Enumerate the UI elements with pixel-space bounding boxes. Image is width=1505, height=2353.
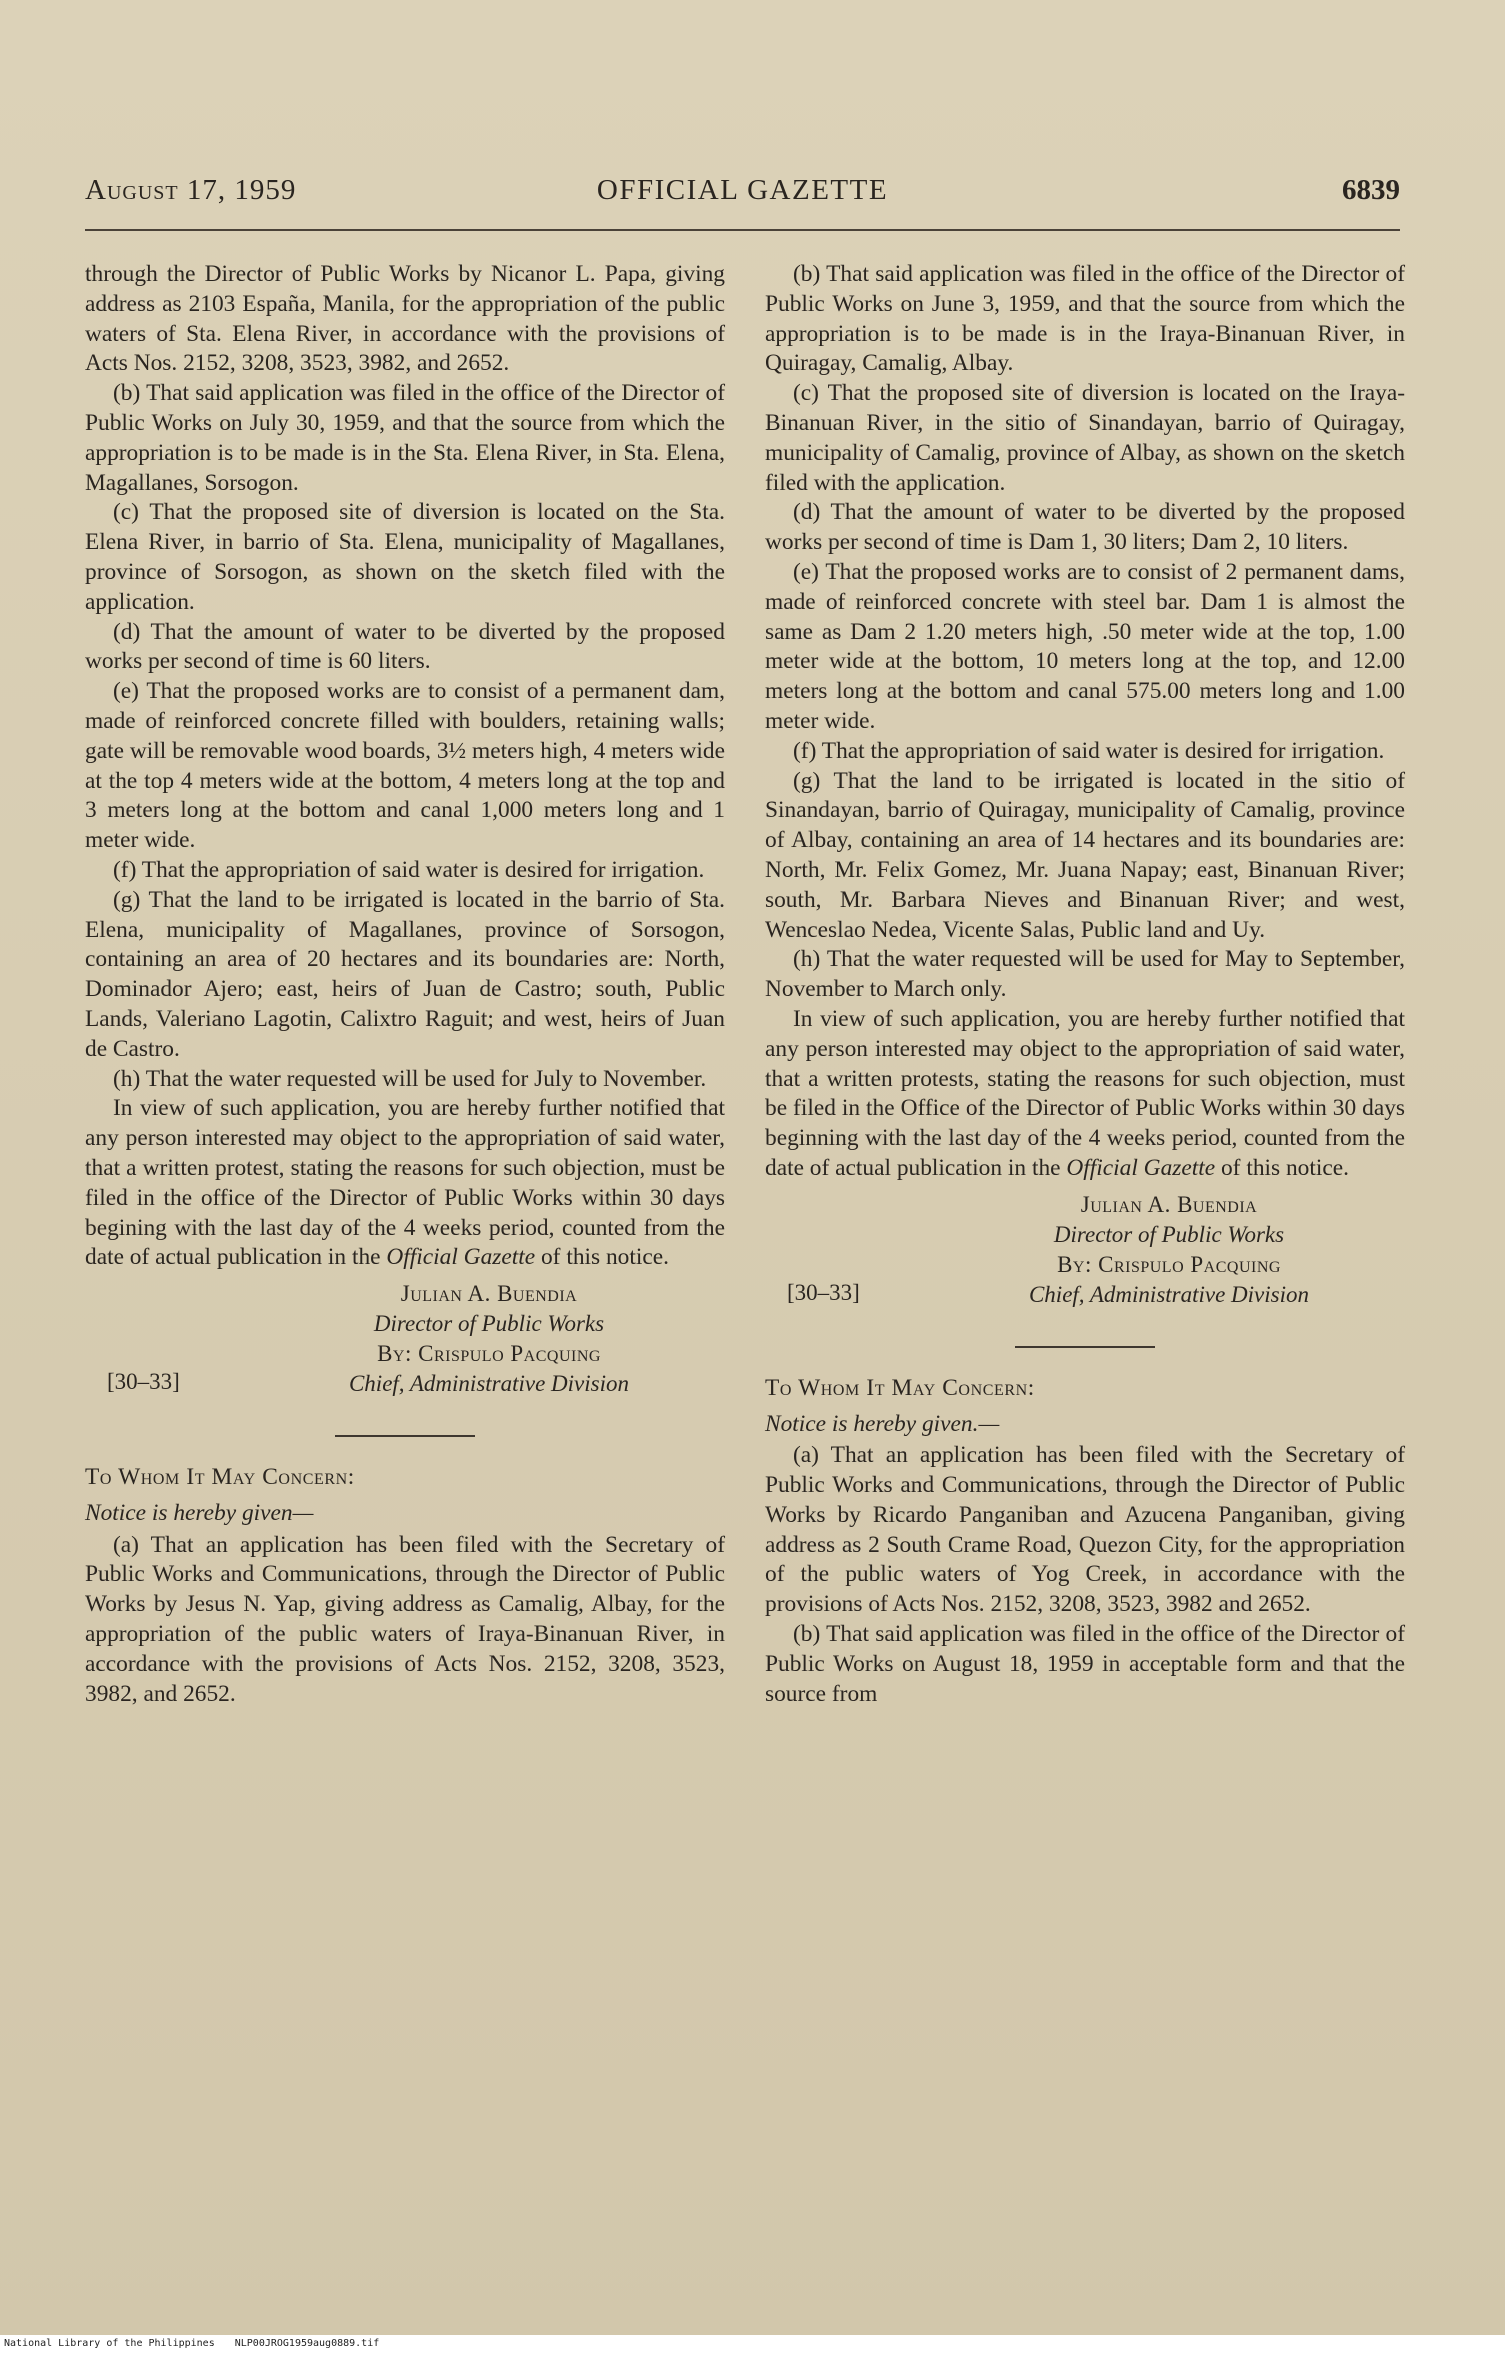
text-run: In view of such application, you are hereby further notified that any person interested may object to the appropriation of said water, that a written protest, stating the reasons for such objection, must be filed in the office of the Director of Public Works within 30 days begining with the last day of the 4 weeks period, counted from the date of actual publication in the [85, 1095, 725, 1271]
paragraph: (g) That the land to be irrigated is located in the sitio of Sinandayan, barrio of Quiragay, municipality of Camalig, province of Albay, containing an area of 14 hectares and its boundaries are: North, Mr. Felix Gomez, Mr. Juana Napay; east, Binanuan River; south, Mr. Barbara Nieves and Binanuan River; and west, Wenceslao Nedea, Vicente Salas, Public land and Uy. [765, 767, 1405, 943]
signature-title: Director of Public Works [373, 1311, 605, 1337]
italic-text: Official Gazette [386, 1244, 536, 1271]
header-title: OFFICIAL GAZETTE [596, 174, 889, 206]
paragraph: (a) That an application has been filed with the Secretary of Public Works and Communications, through the Director of Public Works by Ricardo Panganiban and Azucena Panganiban, giving address as 2 South Crame Road, Quezon City, for the appropriation of the public waters of Yog Creek, in accordance with the provisions of Acts Nos. 2152, 3208, 3523, 3982 and 2652. [765, 1442, 1405, 1618]
paragraph: (d) That the amount of water to be diverted by the proposed works per second of time is Dam 1, 30 liters; Dam 2, 10 liters. [765, 499, 1405, 556]
paragraph: (b) That said application was filed in the office of the Director of Public Works on June 3, 1959, and that the source from which the appropriation is to be made is in the Iraya-Binanuan River, in Quiragay, Camalig, Albay. [765, 261, 1405, 377]
paragraph: (c) That the proposed site of diversion is located on the Sta. Elena River, in barrio of Sta. Elena, municipality of Magallanes, province of Sorsogon, as shown on the sketch filed with the application. [85, 499, 725, 615]
signature-chief: Chief, Administrative Division [1028, 1281, 1310, 1307]
file-label: NLP00JROG1959aug0889.tif [234, 2338, 380, 2349]
notice-intro: Notice is hereby given.— [765, 1410, 1000, 1437]
section-divider [1015, 1346, 1155, 1348]
signature-name: Julian A. Buendia [400, 1281, 578, 1307]
signature-by: By: Crispulo Pacquing [377, 1341, 601, 1367]
left-column [85, 260, 725, 1709]
text-run: of this notice. [1215, 1154, 1349, 1181]
paragraph [765, 1005, 1405, 1184]
paragraph: (d) That the amount of water to be diverted by the proposed works per second of time is 60 liters. [85, 618, 725, 675]
paragraph: (f) That the appropriation of said water is desired for irrigation. [793, 737, 1385, 764]
signature-block [765, 1190, 1405, 1310]
notice-heading: To Whom It May Concern: [85, 1464, 355, 1491]
header-date: August 17, 1959 [85, 174, 297, 206]
section-divider [335, 1435, 475, 1437]
italic-text: Official Gazette [1066, 1154, 1216, 1181]
paragraph: (e) That the proposed works are to consist of a permanent dam, made of reinforced concrete filled with boulders, retaining walls; gate will be removable wood boards, 3½ meters high, 4 meters wide at the top 4 meters wide at the bottom, 4 meters long at the top and 3 meters long at the bottom and canal 1,000 meters long and 1 meter wide. [85, 678, 725, 854]
notice-intro: Notice is hereby given— [85, 1499, 314, 1526]
signature-title: Director of Public Works [1053, 1221, 1285, 1247]
issue-bracket: [30–33] [787, 1279, 860, 1305]
text-run: In view of such application, you are hereby further notified that any person interested may object to the appropriation of said water, that a written protests, stating the reasons for such objection, must be filed in the Office of the Director of Public Works within 30 days beginning with the last day of the 4 weeks period, counted from the date of actual publication in the [765, 1005, 1405, 1181]
paragraph: (h) That the water requested will be used for May to September, November to March only. [765, 946, 1405, 1003]
signature-block [85, 1279, 725, 1399]
paragraph: (b) That said application was filed in the office of the Director of Public Works on August 18, 1959 in acceptable form and that the source from [765, 1621, 1405, 1707]
right-column [765, 260, 1405, 1709]
paragraph [85, 1094, 725, 1273]
paragraph: through the Director of Public Works by Nicanor L. Papa, giving address as 2103 España, Manila, for the appropriation of the public waters of Sta. Elena River, in accordance with the provisions of Acts Nos. 2152, 3208, 3523, 3982, and 2652. [85, 261, 725, 377]
paragraph: (g) That the land to be irrigated is located in the barrio of Sta. Elena, municipality of Magallanes, province of Sorsogon, containing an area of 20 hectares and its boundaries are: North, Dominador Ajero; east, heirs of Juan de Castro; south, Public Lands, Valeriano Lagotin, Calixtro Raguit; and west, heirs of Juan de Castro. [85, 886, 725, 1062]
signature-name: Julian A. Buendia [1080, 1191, 1258, 1217]
signature-by: By: Crispulo Pacquing [1057, 1251, 1281, 1277]
notice-heading: To Whom It May Concern: [765, 1374, 1035, 1401]
paragraph: (e) That the proposed works are to consist of 2 permanent dams, made of reinforced concrete with steel bar. Dam 1 is almost the same as Dam 2 1.20 meters high, .50 meter wide at the top, 1.00 meter wide at the bottom, 10 meters long at the top, and 12.00 meters long at the bottom and canal 575.00 meters long and 1.00 meter wide. [765, 558, 1405, 734]
paragraph: (a) That an application has been filed with the Secretary of Public Works and Communications, through the Director of Public Works by Jesus N. Yap, giving address as Camalig, Albay, for the appropriation of the public waters of Iraya-Binanuan River, in accordance with the provisions of Acts Nos. 2152, 3208, 3523, 3982, and 2652. [85, 1531, 725, 1707]
issue-bracket: [30–33] [107, 1369, 180, 1395]
header-rule [85, 229, 1400, 231]
paragraph: (c) That the proposed site of diversion is located on the Iraya-Binanuan River, in the sitio of Sinandayan, barrio of Quiragay, municipality of Camalig, province of Albay, as shown on the sketch filed with the application. [765, 380, 1405, 496]
page-number: 6839 [1342, 174, 1400, 206]
signature-chief: Chief, Administrative Division [348, 1371, 630, 1397]
scan-footer [0, 2335, 1505, 2353]
paragraph: (f) That the appropriation of said water is desired for irrigation. [113, 856, 705, 883]
page-header [85, 174, 1400, 218]
library-label: National Library of the Philippines [4, 2338, 215, 2349]
paragraph: (h) That the water requested will be used for July to November. [113, 1065, 707, 1092]
paragraph: (b) That said application was filed in the office of the Director of Public Works on July 30, 1959, and that the source from which the appropriation is to be made is in the Sta. Elena River, in Sta. Elena, Magallanes, Sorsogon. [85, 380, 725, 496]
text-run: of this notice. [535, 1244, 669, 1271]
